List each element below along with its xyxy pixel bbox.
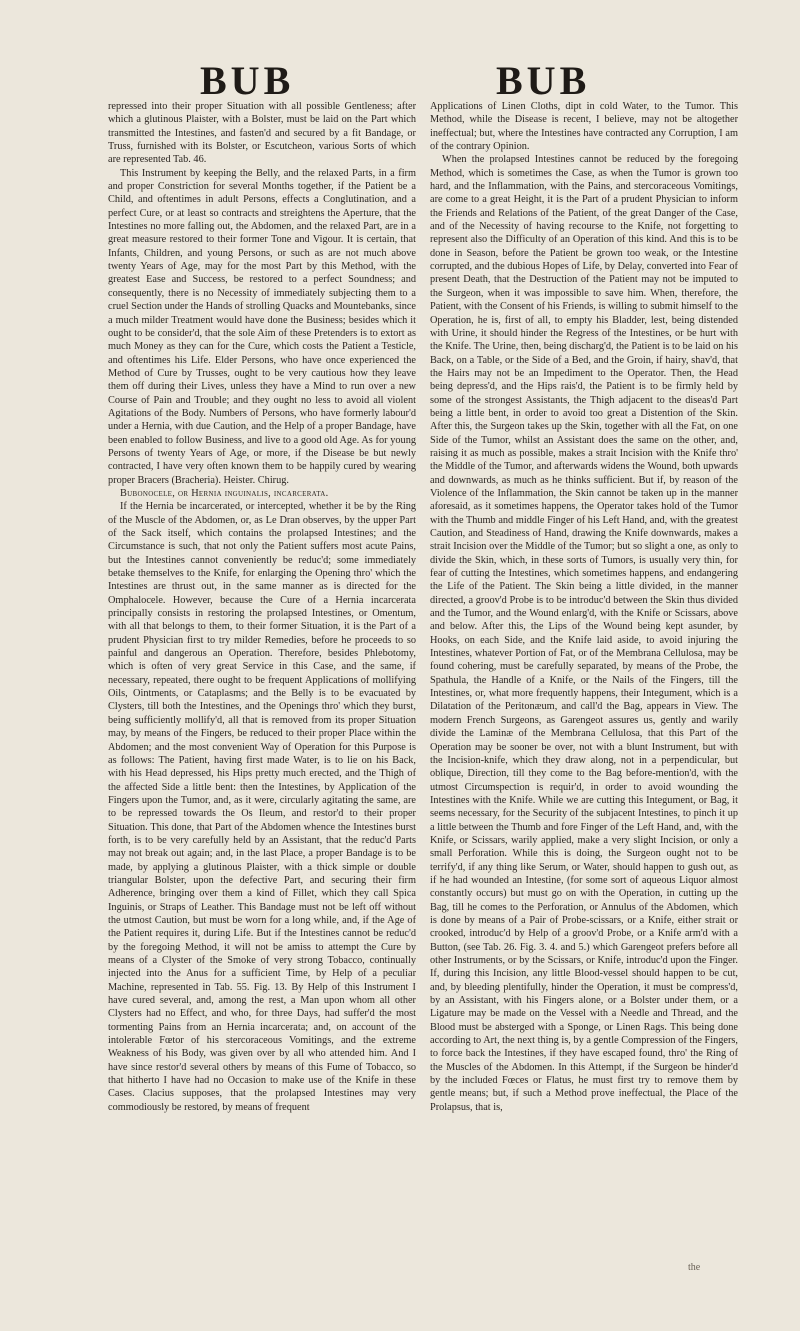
paragraph-incarcerated: If the Hernia be incarcerated, or intercepted, whether it be by the Ring of the Muscle of the Abdomen, or, as Le Dran observes, by the upper Part of the Sack itself, which contains the prolapsed Intestines; and the Circumstance is such, that not only the Patient suffers most acute Pains, but the Intestines cannot conveniently be reduc'd; some immediately betake themselves to the Knife, for enlarging the Opening thro' which the Intestines are thrust out, in the same manner as is directed for the Omphalocele. However, because the Cure of a Hernia incarcerata principally consists in restoring the prolapsed Intestines, or Omentum, with all that belongs to them, to their former Situation, it is the Part of a prudent Physician first to try milder Remedies, before he proceeds to so painful and dangerous an Operation. Therefore, besides Phlebotomy, which is often of very great Service in this Case, and the same, if necessary, repeated, there ought to be frequent Applications of mollifying Oils, Ointments, or Cataplasms; and the Belly is to be evacuated by Clysters, till both the Intestines, and the Openings thro' which they burst, being sufficiently mollify'd, all that is removed from its proper Situation may, by means of the Fingers, be reduced to their proper Place within the Abdomen; and the most convenient Way of Operation for this Purpose is as follows: The Patient, having first made Water, is to lie on his Back, with his Head depressed, his Hips pretty much erected, and the Thigh of the affected Side a little bent: then the Intestines, by Application of the Fingers upon the Tumor, and, as it were, circularly agitating the same, are to be repressed towards the Os Ileum, and restor'd to their proper Situation. This done, that Part of the Abdomen whence the Intestines burst forth, is to be very carefully held by an Assistant, that the reduc'd Parts may not break out again; and, in the last Place, a proper Bandage is to be made, by applying a glutinous Plaister, with a thick simple or double triangular Bolster, upon the defective Part, and securing their firm Adherence, bringing over them a kind of Fillet, which they call Spica Inguinis, or Straps of Leather. This Bandage must not be left off without the utmost Caution, but must be worn for a long while, and, if the Age of the Patient requires it, during Life. But if the Intestines cannot be reduc'd by the foregoing Method, it will not be amiss to attempt the Cure by means of a Clyster of the Smoke of very strong Tobacco, continually injected into the Anus for a sufficient Time, by Help of a peculiar Machine, represented in Tab. 55. Fig. 13. By Help of this Instrument I have cured several, and, among the rest, a Man upon whom all other Clysters had no Effect, and who, for three Days, had suffer'd the most tormenting Pains from an Hernia incarcerata; and, on account of the intolerable Fœtor of his stercoraceous Vomitings, and the extreme Weakness of his Body, was given over by all who attended him. And I have since restor'd several others by means of this Fume of Tobacco, so that hitherto I have had no Occasion to make use of the Knife in these Cases. Clacius supposes, that the prolapsed Intestines may very commodiously be restored, by means of frequent: [108, 501, 416, 1113]
right-column: [430, 100, 738, 1270]
left-column: [108, 100, 416, 1270]
running-head-right: BUB: [496, 58, 591, 103]
section-heading: Bubonocele, or Hernia inguinalis, incarcerata.: [120, 487, 329, 499]
text-columns: [108, 100, 738, 1270]
paragraph-continued: repressed into their proper Situation with all possible Gentleness; after which a glutinous Plaister, with a Bolster, must be laid on the Part which transmitted the Intestines, and fasten'd and secured by a fit Bandage, or Truss, furnished with its Bolster, or Escutcheon, various Sorts of which are represented Tab. 46.: [108, 101, 416, 166]
paragraph-instrument: This Instrument by keeping the Belly, and the relaxed Parts, in a firm and proper Constriction for several Months together, if the Patient be a Child, and oftentimes in adult Persons, effects a Conglutination, and a perfect Cure, or at least so contracts and streightens the Aperture, that the Intestines no more falling out, the Abdomen, and the relaxed Part, are in a great measure restored to their former Tone and Vigour. It is certain, that Infants, Children, and young Persons, or such as are not much above twenty Years of Age, may for the most Part by this Method, with the greatest Ease and Success, be restored to a perfect Soundness; and consequently, there is no Necessity of immediately subjecting them to a cruel Section under the Hands of strolling Quacks and Mountebanks, since a much milder Treatment would have done the Business; besides which it ought to be consider'd, that the sole Aim of these Pretenders is to extort as much Money as they can for the Cure, which costs the Patient a Testicle, and oftentimes his Life. Elder Persons, who have once experienced the Method of Cure by Trusses, ought to be very cautious how they leave them off during their Lives, unless they have a Mind to run over a new Course of Pain and Trouble; and they ought no less to avoid all violent Agitations of the Body. Numbers of Persons, who have formerly labour'd under a Hernia, with due Caution, and the Help of a proper Bandage, have been enabled to follow Business, and live to a good old Age. As for young Persons of twenty Years of Age, or more, if the Disease be but newly contracted, I have very often known them to be happily cured by wearing proper Bracers (Bracheria). Heister. Chirug.: [108, 167, 416, 486]
catchword: the: [688, 1262, 701, 1273]
paragraph-operation: When the prolapsed Intestines cannot be reduced by the foregoing Method, which is sometimes the Case, as when the Tumor is grown too hard, and the Inflammation, with the Pains, and stercoraceous Vomitings, are come to a great Height, it is the Part of a prudent Physician to inform the Friends and Relations of the Patient, of the great Danger of the Case, and of the Necessity of having recourse to the Knife, not forgetting to represent also the Difficulty of an Operation of this kind. And this is to be done in Season, before the Patient be grown too weak, or the Intestine corrupted, and the dubious Hopes of Life, by Delay, converted into Fear of present Death, that the Destruction of the Patient may not be imputed to the Surgeon, when it was impossible to save him. When, therefore, the Patient, with the Consent of his Friends, is willing to submit himself to the Operation, he is, first of all, to empty his Bladder, lest, being distended with Urine, it should hinder the Regress of the Intestines, or be hurt with the Knife. The Urine, then, being discharg'd, the Patient is to be laid on his Back, on a Table, or the Side of a Bed, and the Groin, if hairy, shav'd, that the Hairs may not be an Impediment to the Operator. Then, the Head being depress'd, and the Hips rais'd, the Patient is to be firmly held by some of the strongest Assistants, the Thigh adjacent to the diseas'd Part being a little bent, in order to avoid too great a Distention of the Skin. After this, the Surgeon takes up the Skin, together with all the Fat, on one Side of the Tumor, whilst an Assistant does the same on the other, and, raising it as much as possible, makes a strait Incision with the Knife thro' the Middle of the Tumor, and afterwards widens the Wound, both upwards and downwards, as much as he thinks sufficient. But if, by reason of the Violence of the Inflammation, the Skin cannot be taken up in the manner aforesaid, as it sometimes happens, the Operator takes hold of the Tumor with the Thumb and middle Finger of his Left Hand, and, with the greatest Caution, and Steadiness of Hand, drawing the Knife downwards, makes a strait Incision over the Middle of the Tumor; but so slight a one, as only to divide the Skin, which, in these sorts of Tumors, is usually very thin, for fear of cutting the Intestines, which sometimes happens, and endangering the Life of the Patient. The Skin being a little divided, in the manner directed, a groov'd Probe is to be introduc'd between the Skin thus divided and the Tumor, and the Wound enlarg'd, with the Knife or Scissars, above and below. After this, the Lips of the Wound being kept asunder, by Hooks, on each Side, and the Knife laid aside, to avoid injuring the Intestines, whatever Portion of Fat, or of the Membrana Cellulosa, may be found cohering, must be carefully separated, by means of the Probe, the Spathula, the Handle of a Knife, or the Nails of the Fingers, till the Intestines, or, what more frequently happens, their Integument, which is a Dilatation of the Peritonæum, and call'd the Bag, appears in View. The modern French Surgeons, as Garengeot assures us, gently and warily divide the Laminæ of the Membrana Cellulosa, that this Part of the Operation may be sooner be over, not with a blunt Instrument, but with the Incision-knife, which they draw along, not in a perpendicular, but oblique, Direction, till they come to the Bag before-mention'd, with the utmost Circumspection is requir'd, in order to avoid wounding the Intestines with the Knife. While we are cutting this Integument, or Bag, it seems necessary, for the Security of the subjacent Intestines, to pinch it up a little between the Thumb and fore Finger of the Left Hand, and, with the Knife, or Scissars, warily applied, make a very slight Incision, or only a small Perforation. While this is doing, the Surgeon ought not to be terrify'd, if any thing like Serum, or Water, should happen to gush out, as if he had wounded an Intestine, (for some sort of aqueous Liquor almost constantly occurs) but must go on with the Operation, in cutting up the Bag, till he comes to the Perforation, or Annulus of the Abdomen, which is done by means of a Pair of Probe-scissars, or a Knife, either strait or crooked, introduc'd by Help of a groov'd Probe, or a Knife arm'd with a Button, (see Tab. 26. Fig. 3. 4. and 5.) which Garengeot prefers before all other Instruments, or by the Scissars, or Knife, introduc'd upon the Finger. If, during this Incision, any little Blood-vessel should happen to be cut, and, by bleeding plentifully, hinder the Operation, it must be compress'd, by an Assistant, with his Fingers alone, or a Bolster under them, or a Ligature may be made on the Vessel with a Needle and Thread, and the Blood must be absterged with a Sponge, or Linen Rags. This being done according to Art, the next thing is, by a gentle Compression of the Fingers, to force back the Intestines, if they have escaped found, thro' the Ring of the Muscles of the Abdomen. In this Attempt, if the Surgeon be hinder'd by the included Fœces or Flatus, he must first try to remove them by gentle means; but, if such a Method prove ineffectual, the Place of the Prolapsus, that is,: [430, 154, 738, 1113]
page-header: [0, 58, 800, 104]
running-head-left: BUB: [200, 58, 295, 103]
paragraph-applications: Applications of Linen Cloths, dipt in cold Water, to the Tumor. This Method, while the Disease is recent, I believe, may not be altogether ineffectual; but, where the Intestines have contracted any Corruption, I am of the contrary Opinion.: [430, 101, 738, 153]
